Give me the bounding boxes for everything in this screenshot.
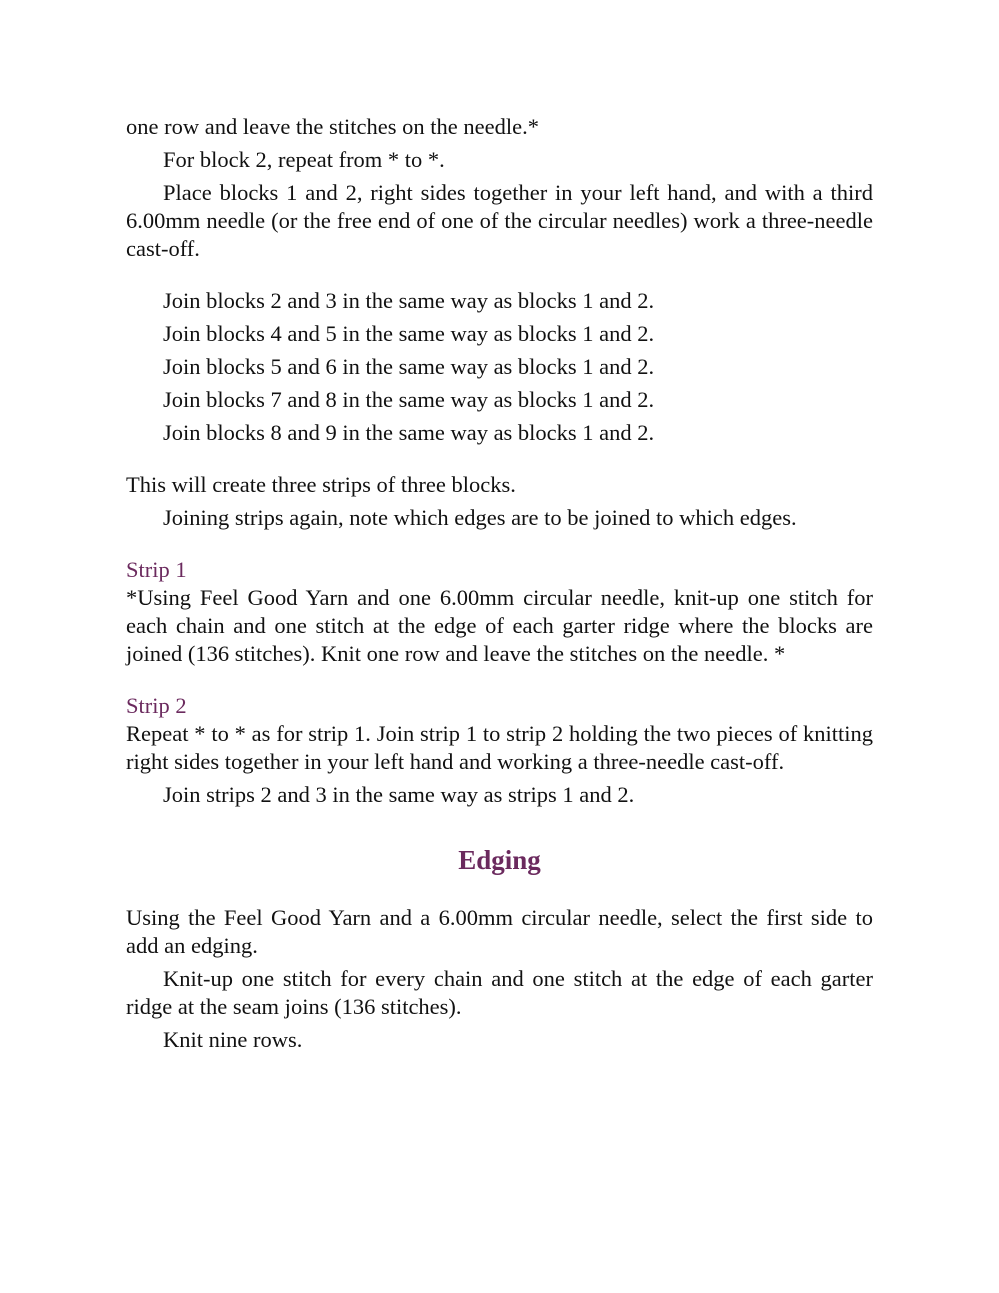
edging-heading: Edging (458, 845, 541, 875)
edging-section (126, 904, 873, 1054)
join-line: Join blocks 5 and 6 in the same way as blocks 1 and 2. (163, 354, 655, 379)
edging-paragraph-1: Using the Feel Good Yarn and a 6.00mm circular needle, select the first side to add an edging. (126, 905, 873, 958)
strip-1-heading: Strip 1 (126, 557, 187, 582)
join-line: Join blocks 4 and 5 in the same way as blocks 1 and 2. (163, 321, 655, 346)
strip-2-text: Repeat * to * as for strip 1. Join strip 1 to strip 2 holding the two pieces of knitting right sides together in your left hand and working a three-needle cast-off. (126, 721, 873, 774)
strip-2-heading: Strip 2 (126, 693, 187, 718)
document-page (126, 113, 873, 1059)
join-line: Join blocks 7 and 8 in the same way as blocks 1 and 2. (163, 387, 655, 412)
edging-paragraph-2: Knit-up one stitch for every chain and one stitch at the edge of each garter ridge at the seam joins (136 stitches). (126, 966, 873, 1019)
edging-paragraph-3: Knit nine rows. (163, 1027, 303, 1052)
intro-paragraph-2: For block 2, repeat from * to *. (163, 147, 445, 172)
strips-intro-paragraph-2: Joining strips again, note which edges are to be joined to which edges. (163, 505, 797, 530)
block-join-list (126, 287, 873, 447)
intro-paragraph-1: one row and leave the stitches on the needle.* (126, 114, 539, 139)
intro-paragraph-3: Place blocks 1 and 2, right sides together in your left hand, and with a third 6.00mm needle (or the free end of one of the circular needles) work a three-needle cast-off. (126, 180, 873, 261)
strips-intro-paragraph-1: This will create three strips of three blocks. (126, 472, 516, 497)
join-line: Join blocks 2 and 3 in the same way as blocks 1 and 2. (163, 288, 655, 313)
strip-1-section (126, 556, 873, 668)
strip-1-text: *Using Feel Good Yarn and one 6.00mm circular needle, knit-up one stitch for each chain and one stitch at the edge of each garter ridge where the blocks are joined (136 stitches). Knit one row and leave the stitches on the needle. * (126, 585, 873, 666)
strip-2-section (126, 692, 873, 809)
join-line: Join blocks 8 and 9 in the same way as blocks 1 and 2. (163, 420, 655, 445)
strip-2-join: Join strips 2 and 3 in the same way as strips 1 and 2. (163, 782, 635, 807)
